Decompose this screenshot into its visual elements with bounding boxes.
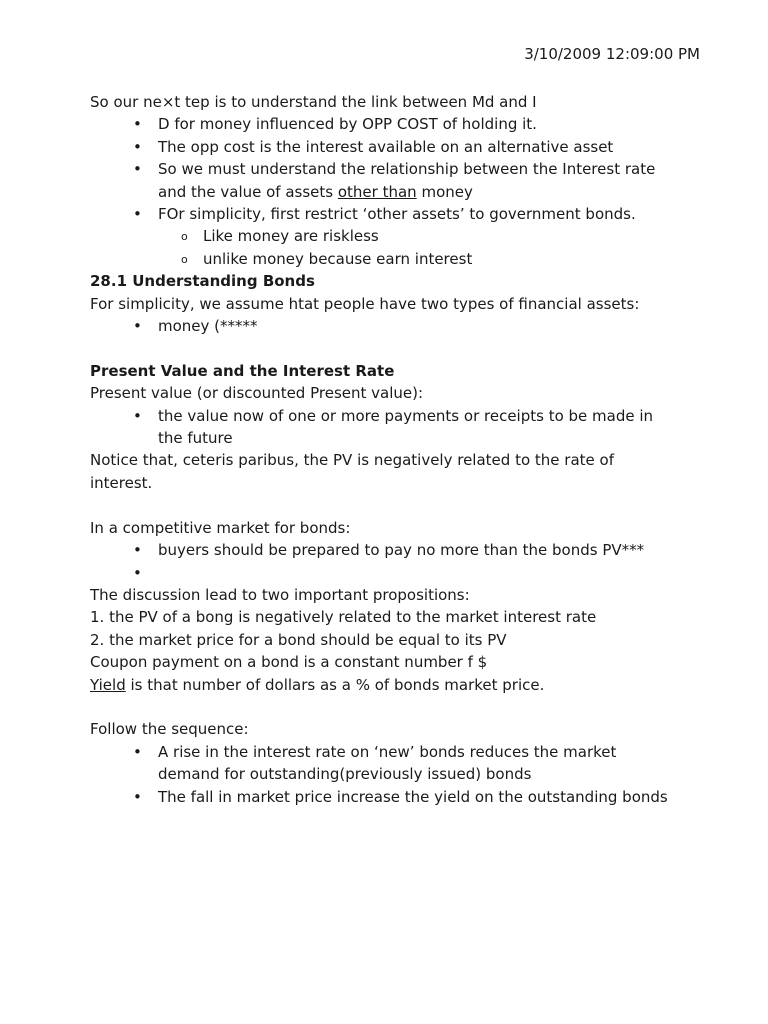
list-item: • buyers should be prepared to pay no more than the bonds PV*** [90,539,690,561]
sub-list-item: o unlike money because earn interest [90,248,690,270]
paragraph-line: The discussion lead to two important propositions: [90,585,470,604]
sub-list-item: o Like money are riskless [90,225,690,247]
list-item: • the value now of one or more payments or receipts to be made in [90,405,690,427]
proposition-2: 2. the market price for a bond should be equal to its PV [90,630,507,649]
document-body [90,91,690,808]
list-item: • So we must understand the relationship between the Interest rate [90,158,690,180]
text-span: money [416,182,473,201]
paragraph-line: In a competitive market for bonds: [90,518,351,537]
list-item: • The opp cost is the interest available on an alternative asset [90,136,690,158]
text-span: is that number of dollars as a % of bonds market price. [125,675,545,694]
paragraph-line: Notice that, ceteris paribus, the PV is negatively related to the rate of [90,451,614,470]
list-item: • D for money influenced by OPP COST of holding it. [90,113,690,135]
proposition-1: 1. the PV of a bong is negatively related to the market interest rate [90,608,597,627]
paragraph-line: Coupon payment on a bond is a constant number f $ [90,653,488,672]
section-heading: Present Value and the Interest Rate [90,361,395,380]
list-item-continuation [90,181,690,203]
paragraph-line: Follow the sequence: [90,720,249,739]
blank-line [90,696,690,718]
text-span: and the value of assets [158,182,338,201]
section-heading: 28.1 Understanding Bonds [90,272,315,291]
list-item: • A rise in the interest rate on ‘new’ bonds reduces the market [90,741,690,763]
list-item-continuation: the future [158,429,233,448]
paragraph-line: For simplicity, we assume htat people have two types of financial assets: [90,294,640,313]
list-item: • The fall in market price increase the yield on the outstanding bonds [90,786,690,808]
underlined-text: Yield [90,675,126,694]
intro-line: So our ne×t tep is to understand the link between Md and I [90,93,537,111]
blank-line [90,337,690,359]
yield-definition [90,674,690,696]
timestamp: 3/10/2009 12:09:00 PM [524,45,700,63]
list-item-continuation: demand for outstanding(previously issued) bonds [158,765,532,784]
blank-line [90,494,690,516]
list-item: • money (***** [90,315,690,337]
list-item: • FOr simplicity, first restrict ‘other assets’ to government bonds. [90,203,690,225]
empty-list-item [90,562,690,584]
paragraph-line: interest. [90,473,153,492]
paragraph-line: Present value (or discounted Present value): [90,384,424,403]
underlined-text: other than [337,182,417,201]
